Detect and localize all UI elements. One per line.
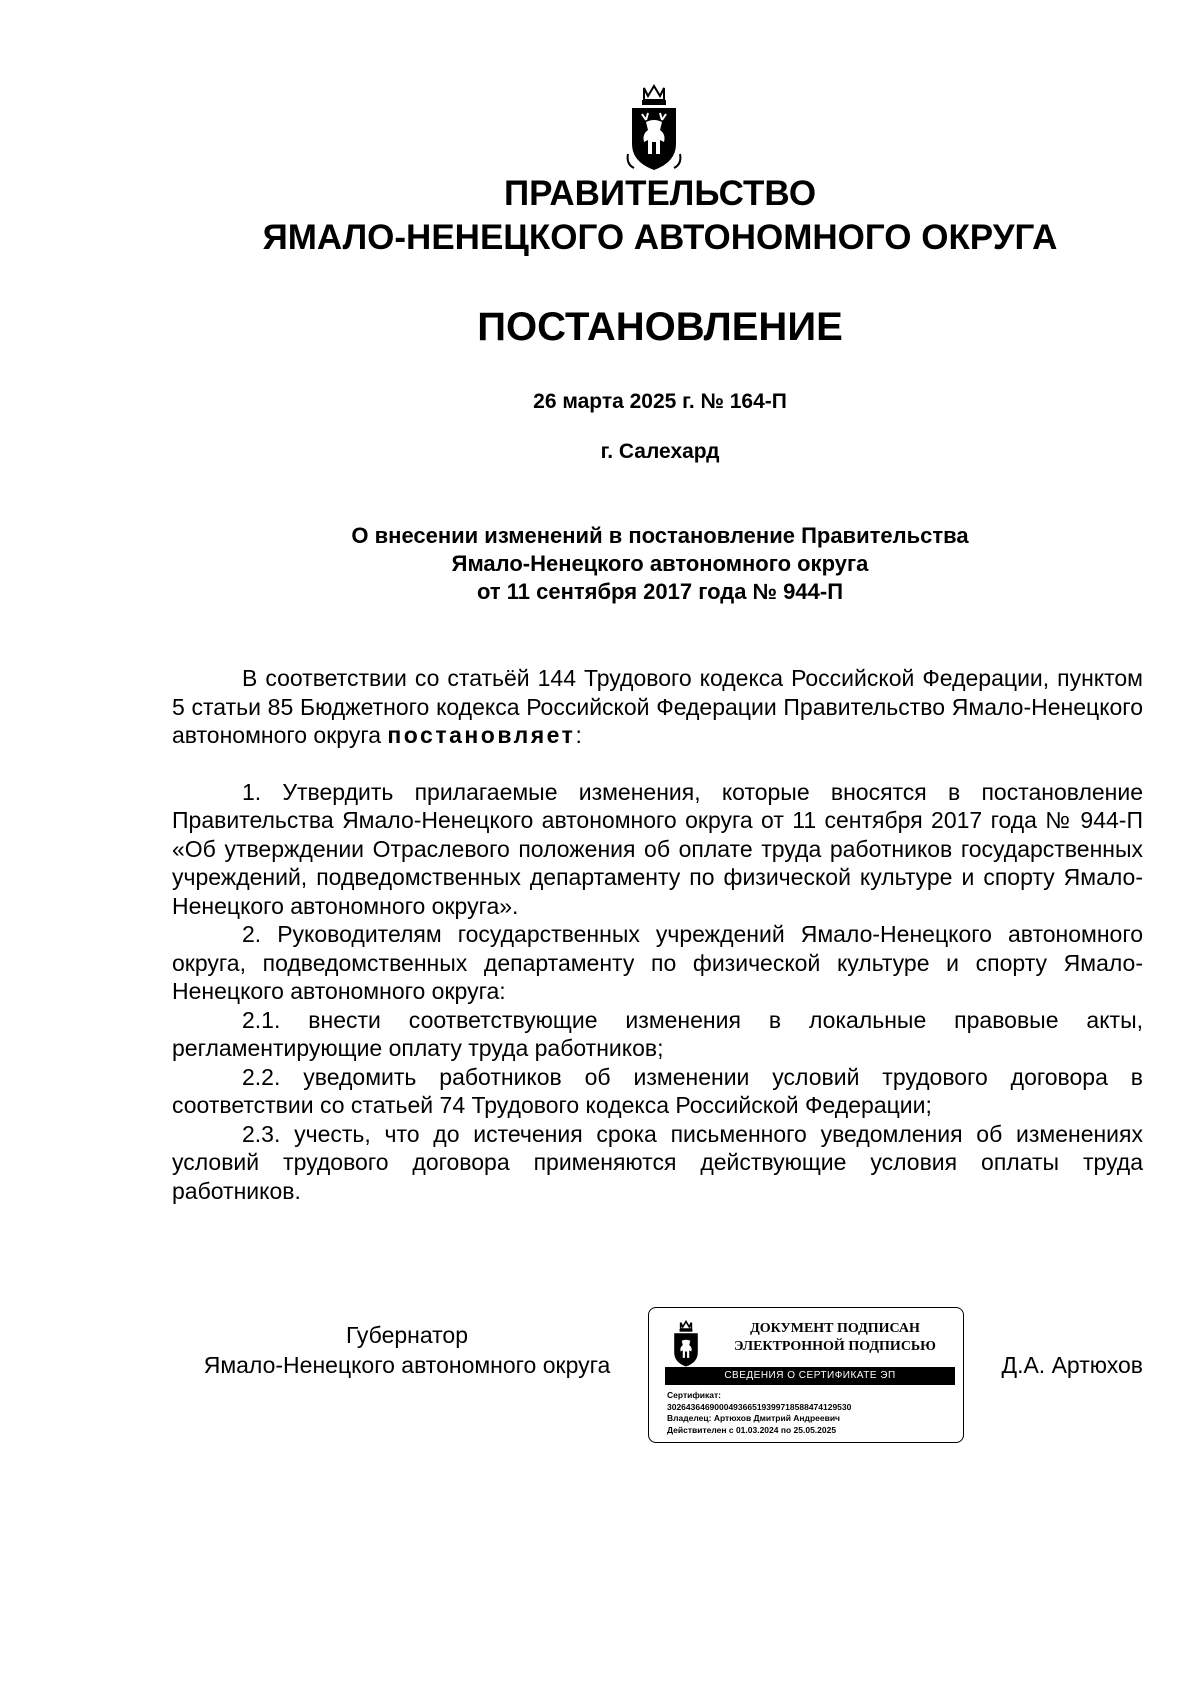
item-2-1: 2.1. внести соответствующие изменения в локальные правовые акты, регламентирующие оплату труда работников;: [172, 1006, 1143, 1061]
document-subject: [220, 522, 1100, 606]
document-body: [172, 664, 1143, 1205]
subject-line: от 11 сентября 2017 года № 944-П: [476, 579, 844, 604]
certificate-number: 30264364690004936651939971858847412953​0: [667, 1401, 852, 1412]
resolves-keyword: постановляет: [387, 722, 576, 748]
preamble-paragraph: [172, 664, 1143, 750]
yamal-coat-of-arms-icon: [671, 1320, 701, 1368]
preamble-text: В соответствии со статьёй 144 Трудового кодекса Российской Федерации, пунктом 5 статьи 85 Бюджетного кодекса Российской Федерации Правительство Ямало-Ненецкого автономного округа: [172, 665, 1143, 748]
subject-line: О внесении изменений в постановление Правительства: [351, 523, 969, 548]
document-date-number: 26 марта 2025 г. № 164-П: [533, 390, 787, 413]
certificate-owner: Владелец: Артюхов Дмитрий Андреевич: [667, 1413, 840, 1423]
certificate-validity: Действителен с 01.03.2024 по 25.05.2025: [667, 1424, 837, 1435]
stamp-heading: [715, 1320, 955, 1356]
yamal-coat-of-arms-icon: [626, 84, 682, 172]
document-city: г. Салехард: [600, 440, 720, 463]
signatory-title-line: Губернатор: [345, 1322, 469, 1348]
document-type: ПОСТАНОВЛЕНИЕ: [477, 305, 843, 349]
signatory-title-line: Ямало-Ненецкого автономного округа: [203, 1352, 611, 1378]
subject-line: Ямало-Ненецкого автономного округа: [451, 551, 869, 576]
certificate-details: [667, 1390, 851, 1436]
signatory-title: [172, 1320, 642, 1380]
certificate-label: Сертификат:: [667, 1390, 721, 1400]
stamp-heading-line: ЭЛЕКТРОННОЙ ПОДПИСЬЮ: [734, 1339, 936, 1354]
preamble-end: :: [575, 722, 582, 748]
region-title: ЯМАЛО-НЕНЕЦКОГО АВТОНОМНОГО ОКРУГА: [262, 218, 1058, 257]
item-2: 2. Руководителям государственных учреждений Ямало-Ненецкого автономного округа, подведомственных департаменту по физической культуре и спорту Ямало-Ненецкого автономного округа:: [172, 921, 1143, 1004]
government-title: ПРАВИТЕЛЬСТВО: [503, 174, 817, 213]
signatory-name: Д.А. Артюхов: [1001, 1352, 1143, 1378]
item-2-3: 2.3. учесть, что до истечения срока письменного уведомления об изменениях условий трудового договора применяются действующие условия оплаты труда работников.: [172, 1120, 1143, 1204]
certificate-info-bar: СВЕДЕНИЯ О СЕРТИФИКАТЕ ЭП: [665, 1367, 955, 1385]
stamp-heading-line: ДОКУМЕНТ ПОДПИСАН: [750, 1321, 920, 1336]
item-1: 1. Утвердить прилагаемые изменения, которые вносятся в постановление Правительства Ямало-Ненецкого автономного округа от 11 сентября 2017 года № 944-П «Об утверждении Отраслевого положения об оплате труда работников государственных учреждений, подведомственных департаменту по физической культуре и спорту Ямало-Ненецкого автономного округа».: [172, 778, 1143, 919]
item-2-2: 2.2. уведомить работников об изменении условий трудового договора в соответствии со статьей 74 Трудового кодекса Российской Федерации;: [172, 1063, 1143, 1118]
electronic-signature-stamp: [648, 1307, 964, 1443]
